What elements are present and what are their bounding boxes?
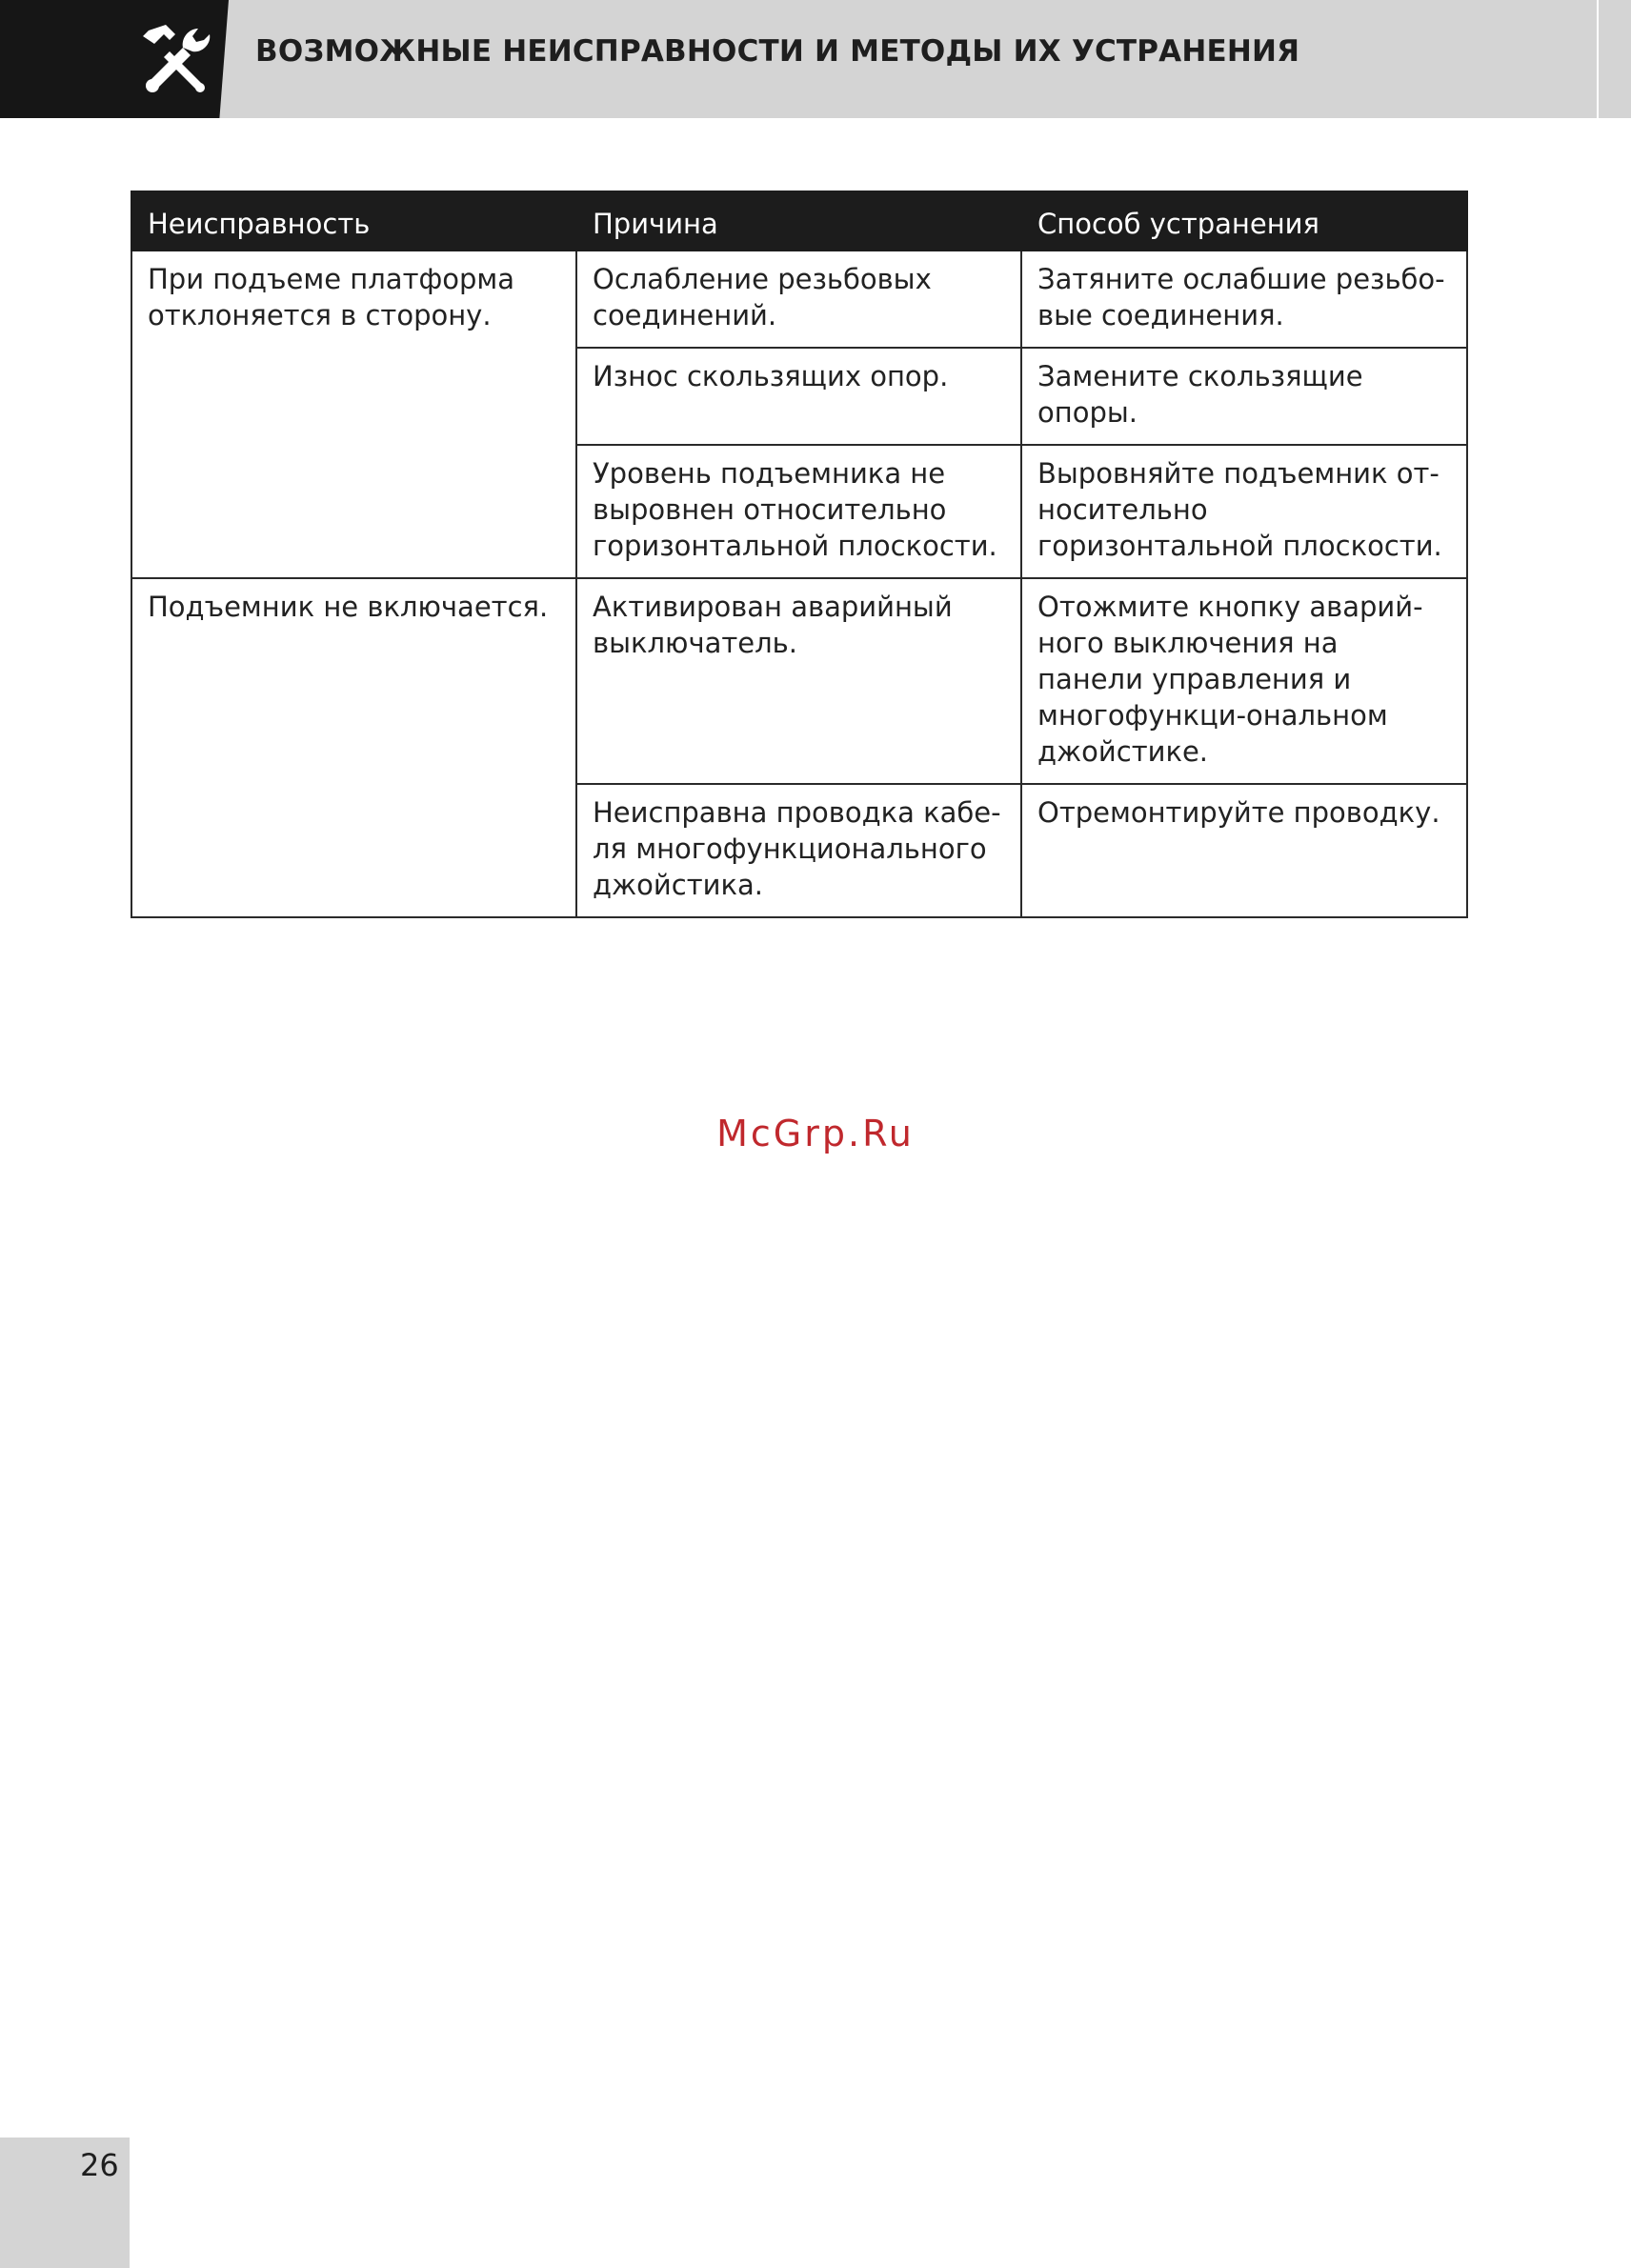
header-divider	[1597, 0, 1599, 118]
page-header	[0, 0, 1631, 118]
troubleshooting-table	[131, 191, 1468, 918]
cause-cell: Неисправна проводка кабе-ля многофункционального джойстика.	[576, 784, 1021, 917]
column-header-fault: Неисправность	[131, 191, 576, 251]
remedy-cell: Отремонтируйте проводку.	[1021, 784, 1467, 917]
column-header-remedy: Способ устранения	[1021, 191, 1467, 251]
fault-cell: При подъеме платформа отклоняется в сторону.	[131, 251, 576, 578]
tools-icon	[135, 21, 217, 97]
cause-cell: Активирован аварийный выключатель.	[576, 578, 1021, 784]
cause-cell: Износ скользящих опор.	[576, 348, 1021, 445]
remedy-cell: Отожмите кнопку аварий-ного выключения на панели управления и многофункци-ональном джойстике.	[1021, 578, 1467, 784]
watermark: McGrp.Ru	[716, 1113, 915, 1154]
remedy-cell: Затяните ослабшие резьбо-вые соединения.	[1021, 251, 1467, 348]
table-row	[131, 251, 1467, 348]
remedy-cell: Замените скользящие опоры.	[1021, 348, 1467, 445]
page-title: ВОЗМОЖНЫЕ НЕИСПРАВНОСТИ И МЕТОДЫ ИХ УСТРАНЕНИЯ	[255, 34, 1300, 69]
table-row	[131, 578, 1467, 784]
fault-cell: Подъемник не включается.	[131, 578, 576, 917]
cause-cell: Ослабление резьбовых соединений.	[576, 251, 1021, 348]
cause-cell: Уровень подъемника не выровнен относительно горизонтальной плоскости.	[576, 445, 1021, 578]
page-number: 26	[80, 2147, 119, 2183]
remedy-cell: Выровняйте подъемник от-носительно горизонтальной плоскости.	[1021, 445, 1467, 578]
column-header-cause: Причина	[576, 191, 1021, 251]
table-header-row	[131, 191, 1467, 251]
